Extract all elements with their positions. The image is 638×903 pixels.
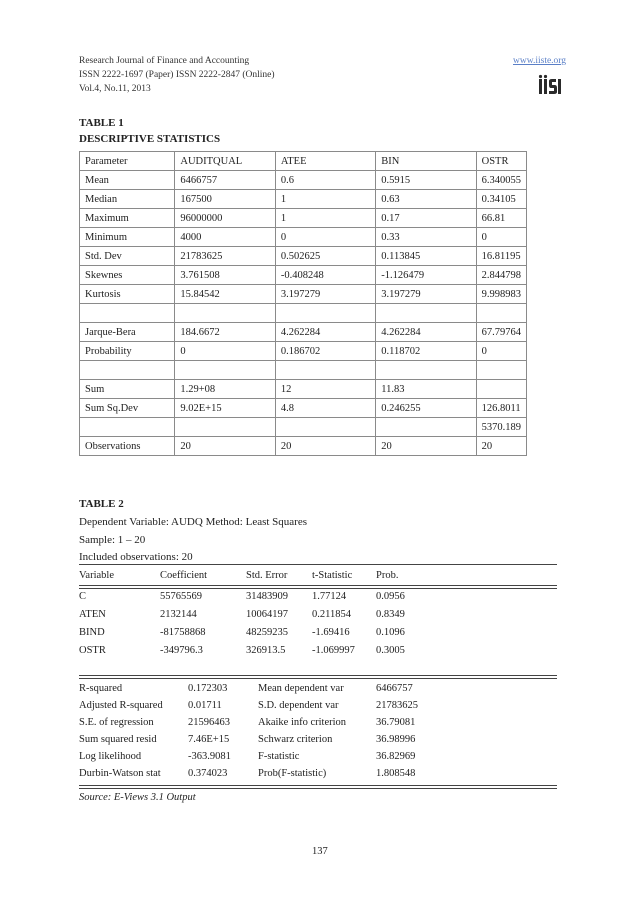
table2-stat-cell: 36.82969 — [376, 751, 416, 762]
table2-stat-cell: Prob(F-statistic) — [258, 768, 327, 779]
table2-stat-cell: 0.172303 — [188, 683, 228, 694]
table1-row — [80, 399, 527, 418]
table2-cell: OSTR — [79, 645, 106, 656]
table2-stat-cell: F-statistic — [258, 751, 300, 762]
table1-cell: 20 — [175, 437, 275, 456]
table2-stat-cell: Log likelihood — [79, 751, 142, 762]
table1-row — [80, 361, 527, 380]
table1-cell: Jarque-Bera — [80, 323, 175, 342]
table1-cell: 1 — [275, 209, 375, 228]
table1-cell: 126.8011 — [476, 399, 526, 418]
table2-top-rule — [79, 564, 557, 565]
table2-cell: 1.77124 — [312, 591, 347, 602]
table1-header-row — [80, 152, 527, 171]
table2-stat-cell: S.D. dependent var — [258, 700, 339, 711]
table1-cell: 2.844798 — [476, 266, 526, 285]
table1-cell: 12 — [275, 380, 375, 399]
table1-cell — [275, 304, 375, 323]
table1-row — [80, 304, 527, 323]
table1-header-cell: ATEE — [275, 152, 375, 171]
table1-cell: 0.118702 — [376, 342, 476, 361]
table2-header-cell: Variable — [79, 570, 114, 581]
table1-cell: 67.79764 — [476, 323, 526, 342]
table1-cell: 21783625 — [175, 247, 275, 266]
table1-cell: 66.81 — [476, 209, 526, 228]
table1-cell: 167500 — [175, 190, 275, 209]
table1-cell: 20 — [275, 437, 375, 456]
table1-cell: 0 — [275, 228, 375, 247]
table1-cell: 6.340055 — [476, 171, 526, 190]
table1-label: TABLE 1 — [79, 117, 124, 129]
table1-cell: 4000 — [175, 228, 275, 247]
table2-cell: 326913.5 — [246, 645, 286, 656]
table1-cell: Minimum — [80, 228, 175, 247]
table2-stat-cell: 1.808548 — [376, 768, 416, 779]
table1-cell — [175, 304, 275, 323]
page-number: 137 — [312, 846, 328, 857]
table1-cell — [80, 361, 175, 380]
table1-row — [80, 418, 527, 437]
table2-cell: BIND — [79, 627, 105, 638]
table2-stat-cell: Schwarz criterion — [258, 734, 333, 745]
table1-cell: Sum — [80, 380, 175, 399]
table2-header-cell: Coefficient — [160, 570, 208, 581]
issn-line: ISSN 2222-1697 (Paper) ISSN 2222-2847 (Online) — [79, 70, 275, 80]
table1-cell: 0.113845 — [376, 247, 476, 266]
table2-cell: 0.211854 — [312, 609, 351, 620]
table2-stat-cell: 36.98996 — [376, 734, 416, 745]
table1-header-cell: AUDITQUAL — [175, 152, 275, 171]
table1-cell: 96000000 — [175, 209, 275, 228]
table1-cell: Probability — [80, 342, 175, 361]
table1-cell: 0.17 — [376, 209, 476, 228]
table1-cell: 4.8 — [275, 399, 375, 418]
table2-cell: 10064197 — [246, 609, 288, 620]
table1-cell — [476, 361, 526, 380]
table2-cell: -349796.3 — [160, 645, 203, 656]
source-note: Source: E-Views 3.1 Output — [79, 792, 196, 803]
table2-cell: 0.0956 — [376, 591, 405, 602]
journal-name: Research Journal of Finance and Accounting — [79, 56, 250, 66]
table1-cell: 0.186702 — [275, 342, 375, 361]
descriptive-statistics-table — [79, 151, 527, 456]
table1-header-cell: Parameter — [80, 152, 175, 171]
table1-cell: Maximum — [80, 209, 175, 228]
table2-cell: 31483909 — [246, 591, 288, 602]
table1-header-cell: BIN — [376, 152, 476, 171]
table2-header-rule — [79, 585, 557, 589]
table1-row — [80, 247, 527, 266]
table2-stat-cell: Durbin-Watson stat — [79, 768, 161, 779]
table1-cell: -1.126479 — [376, 266, 476, 285]
table1-cell: 0 — [476, 228, 526, 247]
table2-included-observations: Included observations: 20 — [79, 551, 193, 563]
table1-row — [80, 228, 527, 247]
table1-cell: 3.761508 — [175, 266, 275, 285]
table1-title: DESCRIPTIVE STATISTICS — [79, 133, 221, 145]
table1-row — [80, 171, 527, 190]
table1-cell: 4.262284 — [376, 323, 476, 342]
table1-cell: 0.63 — [376, 190, 476, 209]
table1-cell: Sum Sq.Dev — [80, 399, 175, 418]
table2-stat-cell: 7.46E+15 — [188, 734, 230, 745]
table2-stat-cell: Adjusted R-squared — [79, 700, 163, 711]
table2-cell: 2132144 — [160, 609, 197, 620]
table2-cell: 0.3005 — [376, 645, 405, 656]
table1-cell: 0.502625 — [275, 247, 375, 266]
table1-cell: Observations — [80, 437, 175, 456]
table2-header-cell: Prob. — [376, 570, 399, 581]
table1-cell: 3.197279 — [376, 285, 476, 304]
table2-stat-cell: Akaike info criterion — [258, 717, 347, 728]
table1-cell — [175, 418, 275, 437]
table1-cell: 11.83 — [376, 380, 476, 399]
table2-stat-cell: 36.79081 — [376, 717, 416, 728]
table2-cell: -1.069997 — [312, 645, 355, 656]
table2-sample: Sample: 1 – 20 — [79, 534, 146, 546]
table1-row — [80, 285, 527, 304]
table1-cell: Kurtosis — [80, 285, 175, 304]
table2-stat-cell: Sum squared resid — [79, 734, 157, 745]
table1-cell: 0 — [175, 342, 275, 361]
table2-cell: -81758868 — [160, 627, 206, 638]
table1-row — [80, 190, 527, 209]
table2-header-cell: Std. Error — [246, 570, 288, 581]
table1-cell: Mean — [80, 171, 175, 190]
table1-cell — [80, 304, 175, 323]
table1-cell: 0.246255 — [376, 399, 476, 418]
table1-cell — [275, 361, 375, 380]
table1-cell: 15.84542 — [175, 285, 275, 304]
table2-dependent-variable: Dependent Variable: AUDQ Method: Least Squares — [79, 516, 307, 528]
table1-header-cell: OSTR — [476, 152, 526, 171]
table1-cell — [275, 418, 375, 437]
table2-label: TABLE 2 — [79, 498, 124, 510]
table1-cell: 0.6 — [275, 171, 375, 190]
table1-cell: 0.34105 — [476, 190, 526, 209]
table1-cell: 1.29+08 — [175, 380, 275, 399]
table1-cell: 0.33 — [376, 228, 476, 247]
table2-cell: 0.8349 — [376, 609, 405, 620]
table1-cell — [376, 418, 476, 437]
table2-cell: C — [79, 591, 87, 602]
table1-cell: 9.998983 — [476, 285, 526, 304]
table1-cell: 9.02E+15 — [175, 399, 275, 418]
table1-row — [80, 437, 527, 456]
table1-cell: 20 — [476, 437, 526, 456]
table2-stat-cell: 21783625 — [376, 700, 418, 711]
table2-stat-cell: S.E. of regression — [79, 717, 154, 728]
table1-cell: 6466757 — [175, 171, 275, 190]
table1-cell: 5370.189 — [476, 418, 526, 437]
table1-cell: Median — [80, 190, 175, 209]
table2-stat-cell: R-squared — [79, 683, 123, 694]
table1-row — [80, 266, 527, 285]
table2-stat-cell: 6466757 — [376, 683, 413, 694]
table1-cell: 184.6672 — [175, 323, 275, 342]
table1-cell — [476, 304, 526, 323]
table1-row — [80, 342, 527, 361]
table1-cell: Skewnes — [80, 266, 175, 285]
table2-cell: ATEN — [79, 609, 106, 620]
table1-row — [80, 323, 527, 342]
table1-cell: 0 — [476, 342, 526, 361]
table1-row — [80, 209, 527, 228]
table2-cell: 55765569 — [160, 591, 202, 602]
table1-cell — [376, 361, 476, 380]
table1-cell — [80, 418, 175, 437]
table2-stat-cell: -363.9081 — [188, 751, 231, 762]
table1-cell: 3.197279 — [275, 285, 375, 304]
table2-stat-cell: Mean dependent var — [258, 683, 344, 694]
table2-stat-cell: 0.01711 — [188, 700, 222, 711]
table1-cell — [175, 361, 275, 380]
volume-line: Vol.4, No.11, 2013 — [79, 84, 151, 94]
table1-row — [80, 380, 527, 399]
table1-cell: 1 — [275, 190, 375, 209]
website-link[interactable]: www.iiste.org — [513, 56, 567, 66]
table2-mid-rule — [79, 675, 557, 679]
table2-cell: 0.1096 — [376, 627, 405, 638]
table2-stat-cell: 21596463 — [188, 717, 230, 728]
table2-cell: -1.69416 — [312, 627, 350, 638]
table1-cell — [376, 304, 476, 323]
table1-cell — [476, 380, 526, 399]
table1-cell: 0.5915 — [376, 171, 476, 190]
table2-header-cell: t-Statistic — [312, 570, 353, 581]
table1-cell: 20 — [376, 437, 476, 456]
table2-bottom-rule — [79, 785, 557, 789]
table1-cell: Std. Dev — [80, 247, 175, 266]
table1-cell: 16.81195 — [476, 247, 526, 266]
table2-cell: 48259235 — [246, 627, 288, 638]
table2-stat-cell: 0.374023 — [188, 768, 228, 779]
table1-cell: 4.262284 — [275, 323, 375, 342]
iiste-logo — [538, 74, 562, 96]
table1-cell: -0.408248 — [275, 266, 375, 285]
